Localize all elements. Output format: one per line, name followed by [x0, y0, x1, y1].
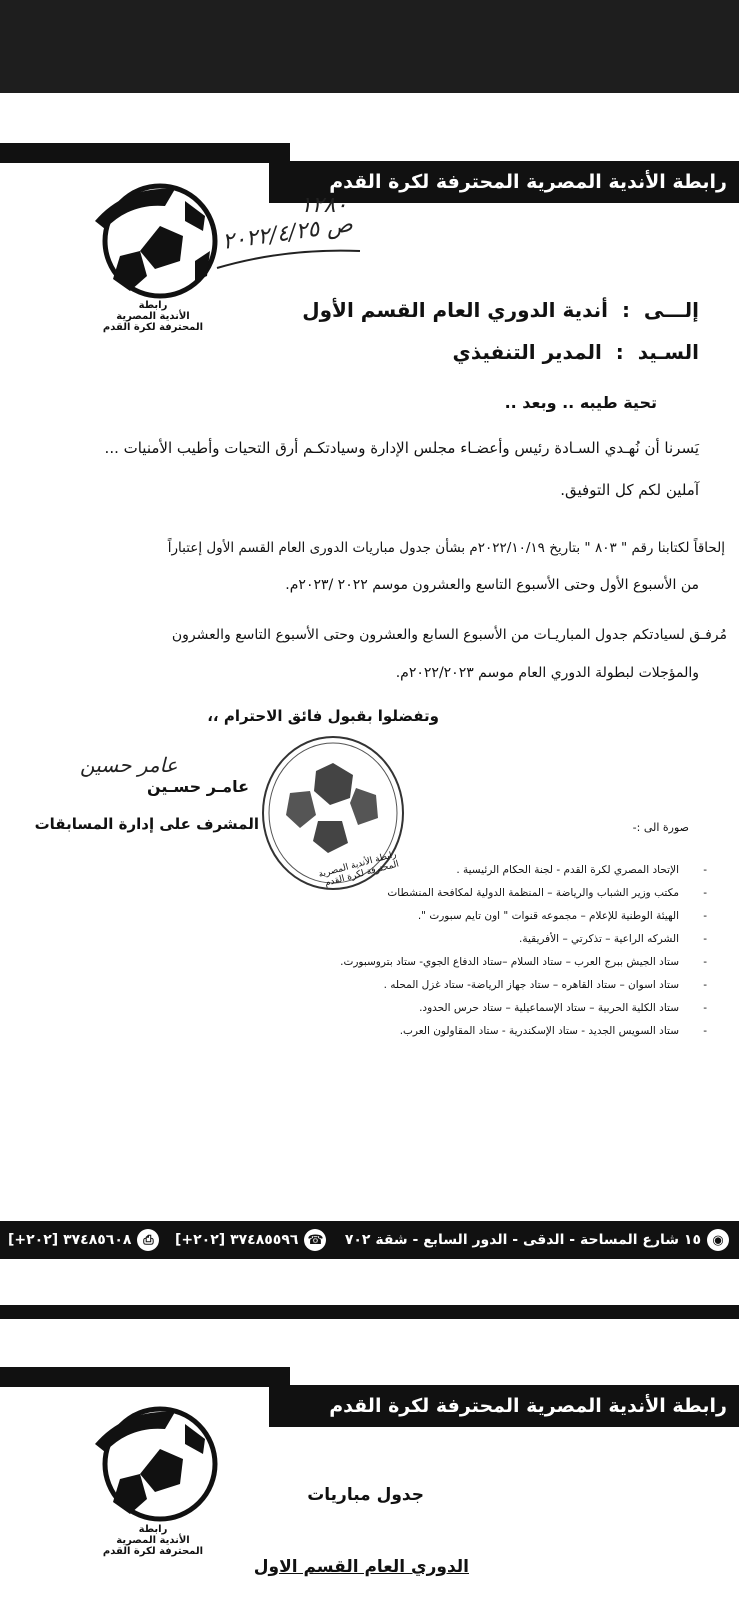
stamp-text: رابطة الأندية المصرية المحترفة لكرة القدم: [317, 849, 401, 889]
location-pin-icon: ◉: [707, 1229, 729, 1251]
phone-icon: ☎: [304, 1229, 326, 1251]
cc-item: - مكتب وزير الشباب والرياضة – المنظمة الدولية لمكافحة المنشطات: [299, 882, 679, 905]
cc-heading: صورة الى :-: [632, 821, 689, 834]
closing: وتفضلوا بقبول فائق الاحترام ،،: [207, 707, 439, 725]
para1-line1: يَسرنا أن نُهـدي السـادة رئيس وأعضـاء مجلس الإدارة وسيادتكـم أرق التحيات وأطيب الأمنيات ...: [104, 439, 699, 457]
handwritten-date: ص ٢٠٢٢/٤/٢٥: [220, 211, 355, 256]
handwritten-ref: ١٢٨٠: [300, 193, 348, 218]
letter-footer: [0, 1221, 739, 1259]
cc-item: - ستاد السويس الجديد - ستاد الإسكندرية - ستاد المقاولون العرب.: [299, 1020, 679, 1043]
sir-line: السـيد : المدير التنفيذي: [452, 340, 699, 364]
footer-address: ◉ ١٥ شارع المساحة - الدقى - الدور السابع - شقة ٧٠٢: [345, 1221, 729, 1259]
signature-scribble: عامر حسين: [80, 753, 178, 777]
cc-item: - الشركه الراعية – تذكرتي – الأفريقية.: [299, 928, 679, 951]
schedule-page: [0, 1319, 739, 1600]
header-stripe: [0, 143, 290, 163]
cc-item: - الهيئة الوطنية للإعلام – مجموعه قنوات " اون تايم سبورت ".: [299, 905, 679, 928]
schedule-subtitle: الدوري العام القسم الاول: [253, 1557, 469, 1577]
greeting: تحية طيبه .. وبعد ..: [504, 393, 657, 412]
para2-line2: من الأسبوع الأول وحتى الأسبوع التاسع والعشرون موسم ٢٠٢٢ /٢٠٢٣م.: [285, 577, 699, 593]
footer-fax: [+٢٠٢] ٣٧٤٨٥٦٠٨ ⎙: [8, 1221, 159, 1259]
para2-line1: إلحاقاً لكتابنا رقم " ٨٠٣ " بتاريخ ٢٠٢٢/١٠/١٩م بشأن جدول مباريات الدورى العام القسم الأول إعتباراً: [167, 540, 725, 556]
signer-title: المشرف على إدارة المسابقات: [34, 815, 259, 833]
logo-caption: رابطة الأندية المصرية المحترفة لكرة القدم: [102, 1524, 204, 1557]
footer-phone: [+٢٠٢] ٣٧٤٨٥٥٩٦ ☎: [175, 1221, 326, 1259]
page-divider: [0, 1305, 739, 1319]
header-band: [269, 1385, 739, 1427]
handwritten-underline: [215, 243, 365, 273]
fax-icon: ⎙: [137, 1229, 159, 1251]
para3-line2: والمؤجلات لبطولة الدوري العام موسم ٢٠٢٢/٢٠٢٣م.: [395, 665, 699, 681]
header-stripe: [0, 1367, 290, 1387]
logo-caption: رابطة الأندية المصرية المحترفة لكرة القدم: [102, 300, 204, 333]
cc-item: - ستاد اسوان – ستاد القاهره – ستاد جهاز الرياضة- ستاد غزل المحله .: [299, 974, 679, 997]
org-name: رابطة الأندية المصرية المحترفة لكرة القدم: [329, 171, 727, 193]
letter-page: [0, 93, 739, 1303]
cc-item: - ستاد الكلية الحربية – ستاد الإسماعيلية – ستاد حرس الحدود.: [299, 997, 679, 1020]
para3-line1: مُرفـق لسيادتكم جدول المباريـات من الأسبوع السابع والعشرون وحتى الأسبوع التاسع والعشرون: [171, 627, 727, 643]
signer-name: عامـر حسـين: [146, 777, 249, 796]
cc-item: - الإتحاد المصري لكرة القدم - لجنة الحكام الرئيسية .: [299, 859, 679, 882]
league-logo-icon: [85, 181, 220, 311]
viewer-top-bar: [0, 0, 739, 93]
schedule-title: جدول مباريات: [307, 1485, 424, 1505]
org-name: رابطة الأندية المصرية المحترفة لكرة القدم: [329, 1395, 727, 1417]
para1-line2: آملين لكم كل التوفيق.: [560, 481, 699, 499]
to-line: إلـــى : أندية الدوري العام القسم الأول: [302, 298, 699, 322]
cc-list: [299, 859, 679, 1043]
league-logo-icon: [85, 1404, 220, 1534]
cc-item: - ستاد الجيش ببرج العرب – ستاد السلام –ستاد الدفاع الجوي- ستاد بتروسبورت.: [299, 951, 679, 974]
